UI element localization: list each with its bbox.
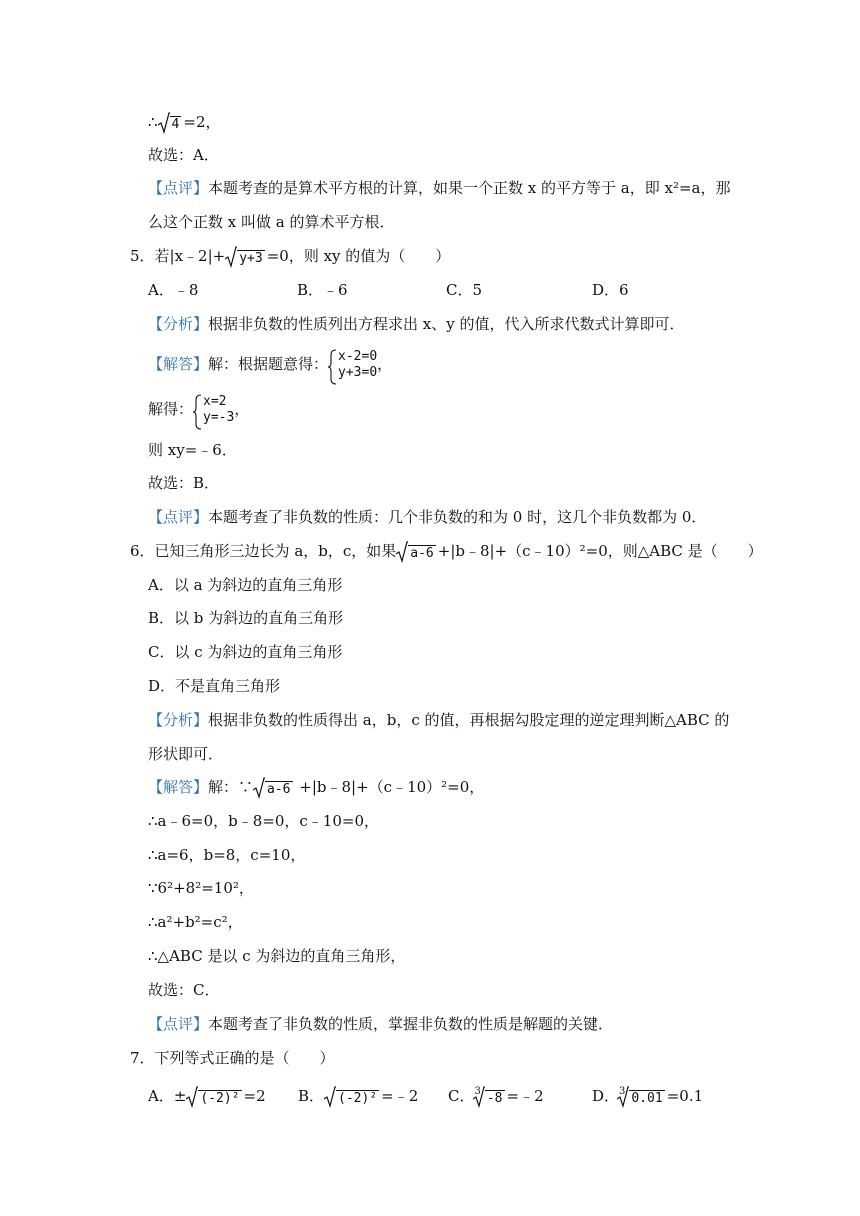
q6-step: ∵6²+8²=10²，: [148, 879, 254, 897]
q5-option-d: D．6: [592, 281, 629, 299]
q6-step: ∴△ABC 是以 c 为斜边的直角三角形，: [148, 947, 406, 965]
q5-then: 则 xy=﹣6．: [148, 441, 237, 459]
q6-analysis-line2: 形状即可．: [148, 745, 224, 763]
sqrt-expression: y+3: [225, 247, 264, 267]
equation-system: x-2=0 y+3=0: [328, 349, 377, 381]
q6-comment: 【点评】本题考查了非负数的性质，掌握非负数的性质是解题的关键．: [148, 1015, 614, 1033]
q6-stem: 6．已知三角形三边长为 a，b，c，如果 a-6 +|b﹣8|+（c﹣10）²=0，则△ABC 是（ ）: [130, 542, 763, 561]
q6-option-a: A．以 a 为斜边的直角三角形: [148, 576, 343, 594]
q6-step: ∴a²+b²=c²，: [148, 913, 243, 931]
q6-option-b: B．以 b 为斜边的直角三角形: [148, 609, 344, 627]
cube-root-expression: 0.01: [617, 1087, 664, 1107]
comment-tag: 【点评】: [148, 508, 209, 526]
analysis-tag: 【分析】: [148, 711, 209, 729]
q6-step: ∴a﹣6=0，b﹣8=0，c﹣10=0，: [148, 812, 379, 830]
q5-stem: 5．若|x﹣2|+ y+3 =0，则 xy 的值为（ ）: [130, 247, 451, 266]
q4-answer: 故选：A．: [148, 146, 219, 164]
sqrt-expression: (-2)²: [186, 1087, 241, 1107]
q6-step: ∴a=6，b=8，c=10，: [148, 846, 306, 864]
q5-option-c: C．5: [446, 281, 483, 299]
q7-stem: 7．下列等式正确的是（ ）: [130, 1049, 335, 1067]
q5-option-a: A．﹣8: [148, 281, 199, 299]
q5-answer: 故选：B．: [148, 474, 220, 492]
comment-tag: 【点评】: [148, 1015, 209, 1033]
q7-option-d: D．$^3$ 0.01 =0.1: [592, 1086, 704, 1106]
q5-comment: 【点评】本题考查了非负数的性质：几个非负数的和为 0 时，这几个非负数都为 0．: [148, 508, 707, 526]
q4-comment-line1: 【点评】本题考查的是算术平方根的计算，如果一个正数 x 的平方等于 a，即 x²=a，那: [148, 179, 731, 197]
cube-root-expression: -8: [473, 1087, 505, 1107]
q5-option-b: B．﹣6: [297, 281, 348, 299]
q7-options: [148, 1086, 748, 1110]
equation-system: x=2 y=-3: [193, 394, 234, 426]
therefore-sign: ∴: [148, 113, 158, 131]
q5-analysis: 【分析】根据非负数的性质列出方程求出 x、y 的值，代入所求代数式计算即可．: [148, 315, 685, 333]
analysis-tag: 【分析】: [148, 315, 209, 333]
q7-option-c: C．$^3$ -8 =﹣2: [448, 1086, 544, 1106]
sqrt-expression: 4: [158, 113, 182, 133]
q6-option-d: D．不是直角三角形: [148, 677, 281, 695]
sqrt-expression: (-2)²: [324, 1087, 379, 1107]
q6-option-c: C．以 c 为斜边的直角三角形: [148, 643, 343, 661]
q6-analysis-line1: 【分析】根据非负数的性质得出 a，b，c 的值，再根据勾股定理的逆定理判断△ABC 的: [148, 711, 730, 729]
sqrt-expression: a-6: [396, 542, 435, 562]
q5-solution: 【解答】解：根据题意得： x-2=0 y+3=0 ，: [148, 345, 392, 383]
q6-answer: 故选：C．: [148, 981, 220, 999]
q7-option-b: B． (-2)² =﹣2: [298, 1087, 419, 1106]
q4-comment-line2: 么这个正数 x 叫做 a 的算术平方根．: [148, 213, 395, 231]
q6-solution: 【解答】解：∵ a-6 +|b﹣8|+（c﹣10）²=0，: [148, 778, 485, 797]
comment-tag: 【点评】: [148, 179, 209, 197]
sqrt-expression: a-6: [253, 778, 292, 798]
q4-result-line: ∴ 4 =2，: [148, 113, 221, 132]
q5-solved: 解得： x=2 y=-3 ，: [148, 390, 249, 428]
solution-tag: 【解答】: [148, 778, 209, 796]
solution-tag: 【解答】: [148, 355, 209, 373]
q7-option-a: A．± (-2)² =2: [148, 1087, 266, 1106]
